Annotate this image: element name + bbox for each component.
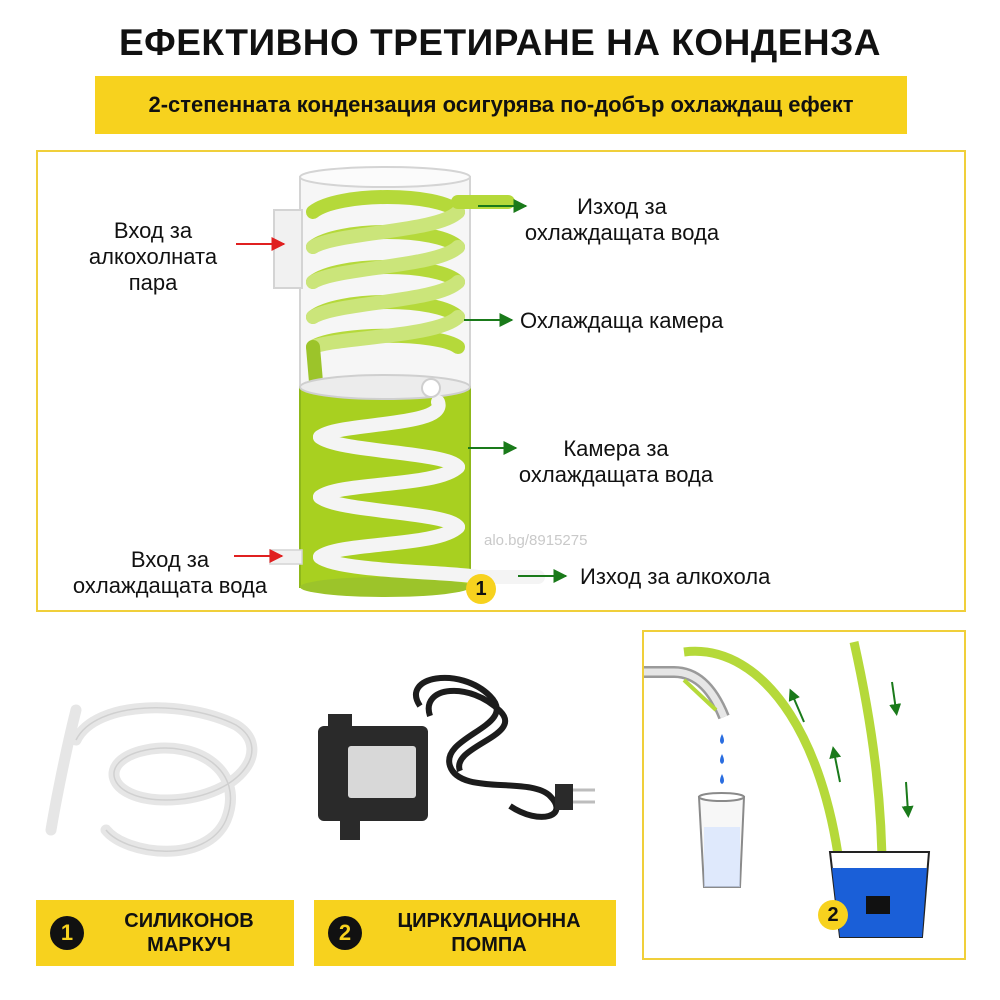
- badge-2: 2: [818, 900, 848, 930]
- circulation-pump-image: [300, 666, 610, 856]
- submerged-pump: [866, 896, 890, 914]
- label-cooling-chamber: Охлаждаща камера: [520, 308, 724, 333]
- label-alcohol-out: Изход за алкохола: [580, 564, 771, 589]
- label-cooling-water-in: Вход за охлаждащата вода: [72, 547, 268, 598]
- silicone-hose-image: [36, 680, 276, 880]
- caption-circulation-pump: [314, 900, 616, 966]
- subtitle-text: 2-степенната кондензация осигурява по-добър охлаждащ ефект: [148, 92, 854, 117]
- pump-usage-panel: [642, 630, 966, 960]
- caption-text-2: ЦИРКУЛАЦИОННА ПОМПА: [397, 910, 581, 956]
- caption-silicone-hose: [36, 900, 294, 966]
- page-title: ЕФЕКТИВНО ТРЕТИРАНЕ НА КОНДЕНЗА: [118, 22, 882, 63]
- badge-1: 1: [466, 574, 496, 604]
- caption-number-1: 1: [50, 916, 84, 950]
- caption-number-2: 2: [328, 916, 362, 950]
- condenser-diagram-panel: [36, 150, 966, 612]
- label-alcohol-vapor-in: Вход за алкохолната пара: [88, 218, 218, 295]
- pump-usage-illustration: [644, 632, 964, 958]
- vapor-inlet-tube: [274, 210, 302, 288]
- caption-text-1: СИЛИКОНОВ МАРКУЧ: [124, 910, 254, 956]
- watermark: alo.bg/8915275: [484, 532, 588, 549]
- label-cooling-water-out: Изход за охлаждащата вода: [524, 194, 720, 245]
- subtitle-banner: [95, 76, 907, 134]
- label-water-chamber: Камера за охлаждащата вода: [518, 436, 714, 487]
